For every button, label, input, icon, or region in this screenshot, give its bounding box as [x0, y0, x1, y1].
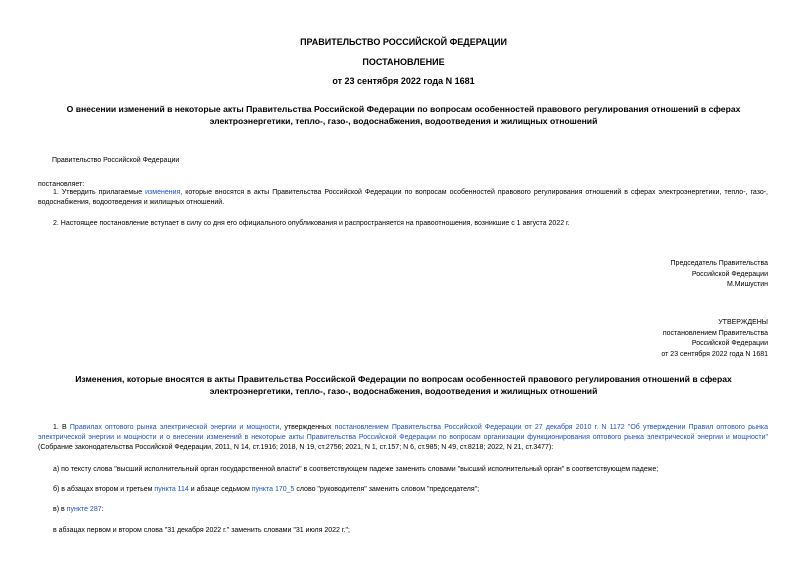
wholesale-rules-link[interactable]: Правилах оптового рынка электрической энергии и мощности	[69, 424, 280, 431]
item-2	[38, 219, 768, 229]
changes-item-1-text-c: (Собрание законодательства Российской Федерации, 2011, N 14, ст.1916; 2018, N 19, ст.2756; 2021, N 1, ст.157; N 6, ст.985; N 49, ст.8218; 2022, N 21, ст.3477):	[38, 444, 554, 451]
signature-line-1: Председатель Правительства	[670, 260, 768, 267]
approved-line-3: Российской Федерации	[691, 340, 768, 347]
resolution-1172-link[interactable]: постановлением Правительства Российской Федерации от 27 декабря 2010 г. N 1172 "Об утверждении Правил оптового рынка электрической энергии и мощности и о внесении изменений в некоторые акты Правительства Российской Федерации по вопросам организации функционирования оптового рынка электрической энергии и мощности"	[38, 424, 768, 441]
subitem-c	[38, 505, 768, 515]
approved-block	[661, 318, 768, 360]
subitem-c-text-a: в) в	[53, 506, 67, 513]
doc-date-number: от 23 сентября 2022 года N 1681	[332, 76, 475, 86]
approved-line-2: постановлением Правительства	[662, 329, 768, 337]
point-170-5-link[interactable]: пункта 170_5	[251, 486, 295, 493]
item-1-text-b: , которые вносятся в акты Правительства Российской Федерации по вопросам особенностей правового регулирования отношений в сферах электроэнергетики, тепло-, газо-, водоснабжения, водоотведения и жилищных отношений.	[38, 189, 769, 206]
item-1	[38, 188, 768, 208]
signature-line-2: Российской Федерации	[691, 270, 768, 278]
document-title: О внесении изменений в некоторые акты Правительства Российской Федерации по вопросам особенностей правового регулирования отношений в сферах электроэнергетики, тепло-, газо-, водоснабжения, водоотведения и жилищных отношений	[66, 104, 741, 126]
subitem-c-para-text: в абзацах первом и втором слова "31 декабря 2022 г." заменить словами "31 июля 2022 г.";	[53, 527, 350, 534]
approved-line-4: от 23 сентября 2022 года N 1681	[661, 350, 768, 358]
item-1-text-a: 1. Утвердить прилагаемые	[53, 189, 146, 196]
signature-block	[671, 259, 768, 291]
subitem-b-text-c: слово "руководителя" заменить словом "председателя";	[294, 486, 480, 493]
point-114-link[interactable]: пункта 114	[154, 486, 189, 493]
subitem-c-para	[38, 526, 768, 536]
subitem-b	[38, 485, 768, 495]
subitem-b-text-b: и абзаце седьмом	[188, 486, 252, 493]
subitem-c-text-b: :	[101, 506, 104, 513]
point-287-link[interactable]: пункте 287	[66, 506, 102, 513]
signature-line-3: М.Мишустин	[726, 281, 768, 288]
changes-item-1-text-a: 1. В	[53, 424, 70, 431]
government-header: ПРАВИТЕЛЬСТВО РОССИЙСКОЙ ФЕДЕРАЦИИ	[300, 37, 507, 47]
subitem-b-text-a: б) в абзацах втором и третьем	[53, 486, 155, 493]
approved-line-1: УТВЕРЖДЕНЫ	[718, 319, 768, 326]
subitem-a	[38, 465, 768, 475]
item-2-text: 2. Настоящее постановление вступает в силу со дня его официального опубликования и распространяется на правоотношения, возникшие с 1 августа 2022 г.	[53, 220, 570, 227]
changes-title: Изменения, которые вносятся в акты Правительства Российской Федерации по вопросам особенностей правового регулирования отношений в сферах электроэнергетики, тепло-, газо-, водоснабжения, водоотведения и жилищных отношений	[75, 374, 732, 396]
changes-item-1	[38, 423, 768, 453]
decides-line: постановляет:	[38, 181, 85, 188]
gov-line: Правительство Российской Федерации	[52, 157, 180, 164]
doc-type: ПОСТАНОВЛЕНИЕ	[362, 57, 445, 67]
subitem-a-text: а) по тексту слова "высший исполнительный орган государственной власти" в соответствующем падеже заменить словами "высший исполнительный орган" в соответствующем падеже;	[53, 466, 659, 473]
changes-item-1-text-b: , утвержденных	[279, 424, 335, 431]
changes-link[interactable]: изменения	[145, 189, 181, 196]
